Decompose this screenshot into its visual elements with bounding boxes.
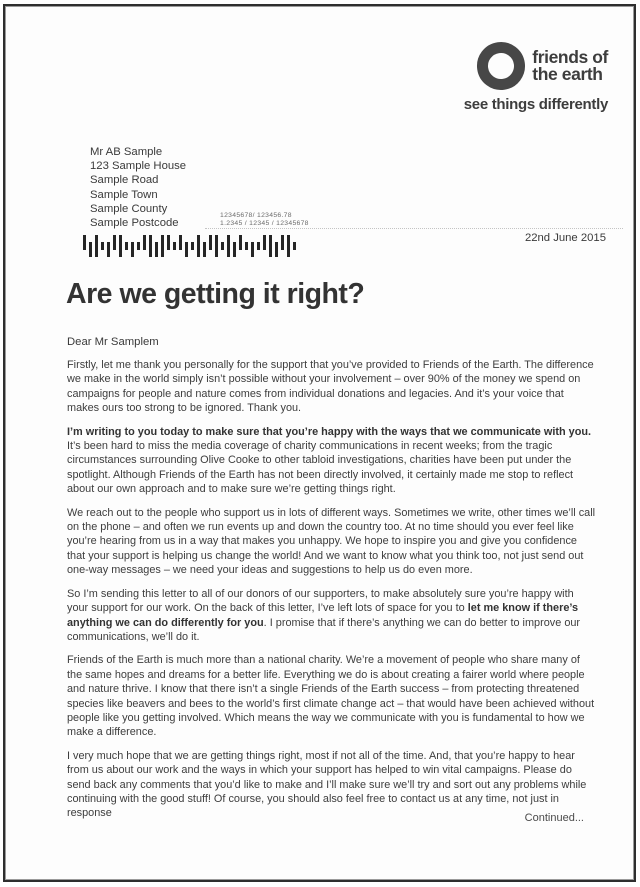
barcode-bar (203, 242, 206, 257)
barcode-bar (269, 235, 272, 257)
letter-page (5, 6, 634, 880)
barcode-bar (125, 242, 128, 250)
barcode-bar (137, 242, 140, 250)
barcode-bar (101, 242, 104, 250)
barcode-bar (191, 242, 194, 250)
letter-body (67, 358, 597, 830)
barcode-bar (119, 235, 122, 257)
barcode-bar (251, 242, 254, 257)
letter-paragraph: Firstly, let me thank you personally for the support that you’ve provided to Friends of the Earth. The difference we make in the world simply isn’t possible without your involvement – over 90% of the money we spend on campaigns for people and nature comes from individual donations and legacies. And it’s your voice that makes ours too strong to be ignored. Thank you. (67, 359, 594, 415)
perforation-dotted-line (205, 228, 623, 229)
address-line: Mr AB Sample (90, 146, 163, 158)
recipient-address (90, 145, 186, 230)
barcode-bar (113, 235, 116, 250)
address-line: Sample Road (90, 174, 159, 187)
barcode-bar (149, 235, 152, 257)
address-line: Sample Postcode (90, 217, 179, 230)
reference-line2: 1.2345 / 12345 / 12345678 (220, 220, 309, 227)
barcode-bar (185, 242, 188, 257)
letter-paragraph: I very much hope that we are getting things right, most if not all of the time. And, that you’re happy to hear from us about our work and the ways in which your support has helped to win vital campaigns. Please do send back any comments that you’d like to make and I’ll make sure we’ll try and sort out any problems while continuing with the good stuff! Of course, you should also feel free to contact us at any time, not just in response (67, 749, 587, 820)
letter-paragraph: We reach out to the people who support us in lots of different ways. Sometimes we write, other times we’ll call on the phone – and often we run events up and down the country too. At no time should you ever feel like you’re hearing from us in a way that makes you unhappy. We hope to inspire you and give you confidence that your support is helping us change the world! And we want to know what you think too, not just send out one-way messages – we need your ideas and suggestions to help us do even more. (67, 506, 596, 577)
continued-note: Continued... (524, 812, 584, 824)
letter-paragraph: So I’m sending this letter to all of our donors of our supporters, to make absolutely sure you’re happy with your support for our work. On the back of this letter, I’ve left lots of space for you to let me know if there’s anything we can do differently for you. I promise that if there’s anything we can do better to improve our communications, we’ll do it. (67, 587, 581, 643)
letter-date: 22nd June 2015 (524, 232, 606, 244)
letter-paragraph: Friends of the Earth is much more than a national charity. We’re a movement of people who share many of the same hopes and dreams for a better life. Everything we do is about creating a fairer world where people and nature thrive. I know that there isn’t a single Friends of the Earth success – from protecting threatened species like beavers and bees to the world’s first climate change act – that would have been achieved without people like you getting involved. Which means the way we communicate with you is fundamental to how we make a difference. (67, 654, 595, 739)
barcode-bar (257, 242, 260, 250)
address-line: 123 Sample House (90, 160, 187, 173)
logo-name-line1: friends of (532, 47, 608, 67)
barcode-bar (143, 235, 146, 250)
barcode-bar (179, 235, 182, 250)
barcode-bar (221, 242, 224, 250)
barcode-bar (227, 235, 230, 257)
barcode-bar (239, 235, 242, 250)
logo-name (532, 49, 608, 83)
friends-of-the-earth-logo (423, 42, 608, 113)
barcode-bar (215, 235, 218, 257)
logo-tagline: see things differently (463, 96, 608, 113)
barcode-bar (209, 235, 212, 250)
barcode-bar (107, 242, 110, 257)
barcode-bar (95, 235, 98, 257)
barcode-bar (131, 242, 134, 257)
barcode-bar (167, 235, 170, 250)
barcode-bar (233, 242, 236, 257)
address-line: Sample Town (90, 188, 158, 201)
barcode-bar (89, 242, 92, 257)
barcode-bar (173, 242, 176, 250)
barcode-bar (197, 235, 200, 257)
barcode-bar (83, 235, 86, 250)
logo-name-line2: the earth (532, 64, 603, 84)
barcode-bar (245, 242, 248, 250)
letter-heading: Are we getting it right? (66, 278, 365, 310)
foe-ring-icon (474, 39, 528, 93)
barcode-bar (263, 235, 266, 250)
scanned-page-frame (3, 4, 636, 882)
letter-paragraph: I’m writing to you today to make sure that you’re happy with the ways that we communicate with you. It’s been hard to miss the media coverage of charity communications in recent weeks; from the tragic circumstances surrounding Olive Cooke to other tabloid investigations, charities have been put under the spotlight. Although Friends of the Earth has not been directly involved, it certainly made me stop to reflect about our own approach and to make sure we’re getting things right. (67, 425, 592, 496)
barcode-bar (155, 242, 158, 257)
barcode-bar (275, 242, 278, 257)
barcode-bar (293, 242, 296, 250)
royal-mail-barcode (83, 235, 299, 258)
letter-salutation: Dear Mr Samplem (67, 336, 159, 348)
reference-line1: 12345678/ 123456.78 (220, 212, 292, 219)
address-line: Sample County (90, 202, 168, 215)
barcode-bar (287, 235, 290, 257)
barcode-bar (161, 235, 164, 257)
barcode-bar (281, 235, 284, 250)
reference-numbers (220, 212, 309, 228)
